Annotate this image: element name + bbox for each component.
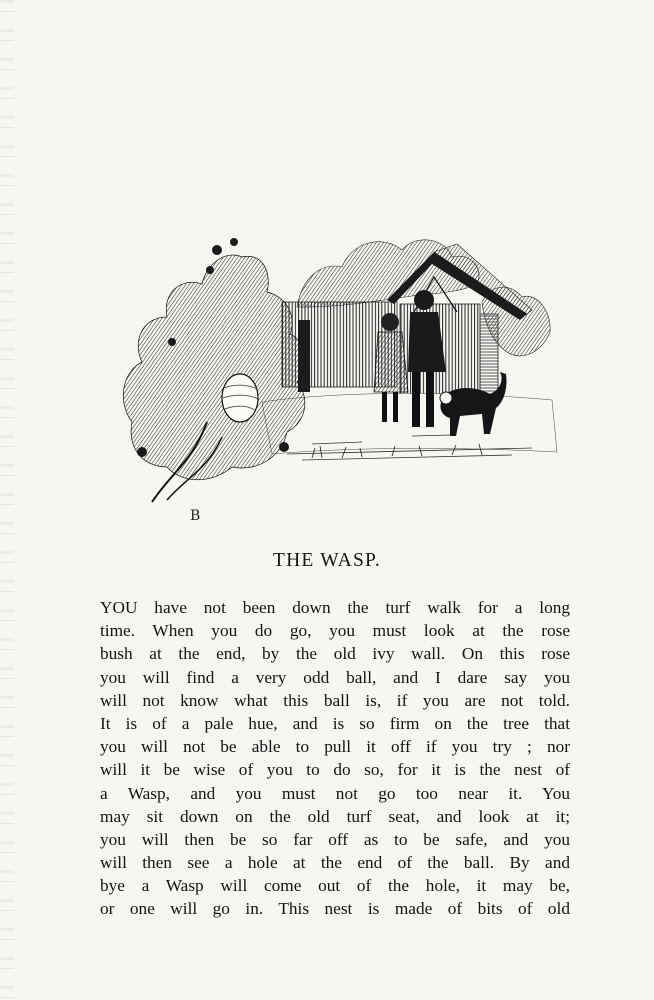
text-line: you will not be able to pull it off if you try ; nor [100, 737, 570, 757]
artist-signature: B [190, 508, 201, 524]
text-line: will not know what this ball is, if you are not told. [100, 690, 570, 710]
text-line: you will then be so far off as to be safe, and you [100, 829, 570, 849]
text-line: a Wasp, and you must not go too near it. You [100, 783, 570, 803]
page-title: THE WASP. [273, 550, 381, 571]
text-line: bush at the end, by the old ivy wall. On this rose [100, 644, 570, 664]
wasp-nest [222, 374, 258, 422]
text-line: will it be wise of you to do so, for it is the nest of [100, 760, 570, 780]
text-line: time. When you do go, you must look at the rose [100, 621, 570, 641]
text-line: bye a Wasp will come out of the hole, it may be, [100, 876, 570, 896]
text-line: may sit down on the old turf seat, and look at it; [100, 806, 570, 826]
text-line: or one will go in. This nest is made of bits of old [100, 899, 570, 919]
body-text [100, 596, 570, 921]
text-line: will then see a hole at the end of the ball. By and [100, 853, 570, 873]
rose-bush [123, 255, 305, 502]
page-edge-speckle [0, 0, 14, 1000]
text-line: YOU have not been down the turf walk for a long [100, 598, 570, 617]
wasp-nest-illustration [112, 222, 564, 524]
text-line: It is of a pale hue, and is so firm on the tree that [100, 713, 570, 733]
text-line: you will find a very odd ball, and I dare say you [100, 667, 570, 687]
